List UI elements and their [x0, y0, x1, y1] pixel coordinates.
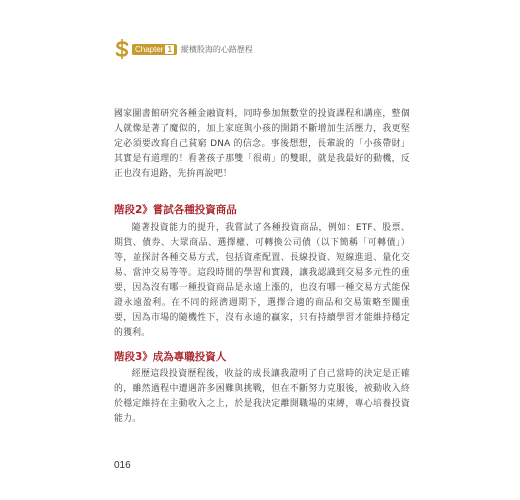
section-stage2-text	[114, 221, 410, 341]
intro-paragraph: 國家圖書館研究各種金融資料，同時參加無數堂的投資課程和講座，整個人就像是著了魔似的，加上家庭與小孩的開銷不斷增加生活壓力，我更堅定必須要改寫自己貧窮 DNA 的信念。事後想想，長輩說的「小孩帶財」其實是有道理的！看著孩子那雙「很萌」的雙眼，就是我最好的動機，反正也沒有退路，先拚再說吧！	[114, 109, 410, 179]
page-number: 016	[114, 460, 131, 471]
section-heading-stage2: 階段2》嘗試各種投資商品	[114, 204, 237, 216]
section-stage3-paragraph: 經歷這段投資歷程後，收益的成長讓我證明了自己當時的決定是正確的，雖然過程中遭遇許多困難與挑戰，但在不斷努力克服後，被動收入終於穩定維持在主動收入之上，於是我決定離開職場的束縛，專心培養投資能力。	[114, 369, 410, 424]
dollar-icon	[114, 38, 130, 60]
chapter-header	[114, 38, 253, 60]
chapter-number: 1	[167, 44, 172, 54]
chapter-badge	[132, 44, 177, 55]
intro-text-block	[114, 107, 410, 182]
section-heading-stage3: 階段3》成為專職投資人	[114, 351, 227, 363]
chapter-title: 縱橫股海的心路歷程	[180, 44, 253, 54]
chapter-label: Chapter	[135, 44, 164, 54]
section-stage3-text	[114, 367, 410, 427]
section-stage2-paragraph: 隨著投資能力的提升，我嘗試了各種投資商品，例如：ETF、股票、期貨、債券、大眾商品、選擇權、可轉換公司債（以下簡稱「可轉債」）等，並探討各種交易方式，包括資產配置、長線投資、短線進退、量化交易、當沖交易等等。這段時間的學習和實踐，讓我認識到交易多元性的重要，因為沒有哪一種投資商品是永遠上漲的，也沒有哪一種交易方式能保證永遠盈利。在不同的經濟週期下，選擇合適的商品和交易策略至關重要，因為市場的隨機性下，沒有永遠的贏家，只有持續學習才能維持穩定的獲利。	[114, 223, 410, 338]
